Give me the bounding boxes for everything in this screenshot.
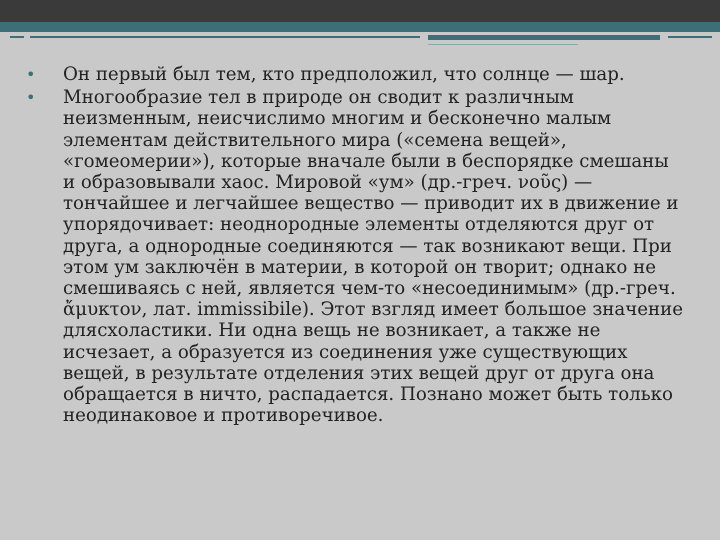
header-accent-line (428, 44, 578, 45)
header-accent-line (10, 36, 24, 38)
header-accent-line (668, 36, 712, 38)
header-accent-line (30, 36, 420, 38)
slide-header-dark-band (0, 0, 720, 22)
bullet-list (26, 64, 686, 426)
bullet-text: Многообразие тел в природе он сводит к различным неизменным, неисчислимо многим и бесконечно малым элементам действительного мира («семена вещей», «гомеомерии»), которые вначале были в беспорядке смешаны и образовывали хаос. Мировой «ум» (др.-греч. νοῦς) — тончайшее и легчайшее вещество — приводит их в движение и упорядочивает: неоднородные элементы отделяются друг от друга, а однородные соединяются — так возникают вещи. При этом ум заключён в материи, в которой он творит; однако не смешиваясь с ней, является чем-то «несоединимым» (др.-греч. ἄμυκτον, лат. immissibile). Этот взгляд имеет большое значение длясхоластики. Ни одна вещь не возникает, а также не исчезает, а образуется из соединения уже существующих вещей, в результате отделения этих вещей друг от друга она обращается в ничто, распадается. Познано может быть только неодинаковое и противоречивое. (63, 87, 684, 427)
header-accent-line (428, 35, 660, 40)
bullet-item (26, 64, 686, 85)
bullet-item (26, 87, 686, 426)
slide-content (26, 64, 686, 428)
bullet-text: Он первый был тем, кто предположил, что солнце — шар. (63, 64, 625, 85)
bullet-icon: • (26, 88, 36, 108)
slide-header-teal-band (0, 22, 720, 32)
bullet-icon: • (26, 65, 36, 84)
